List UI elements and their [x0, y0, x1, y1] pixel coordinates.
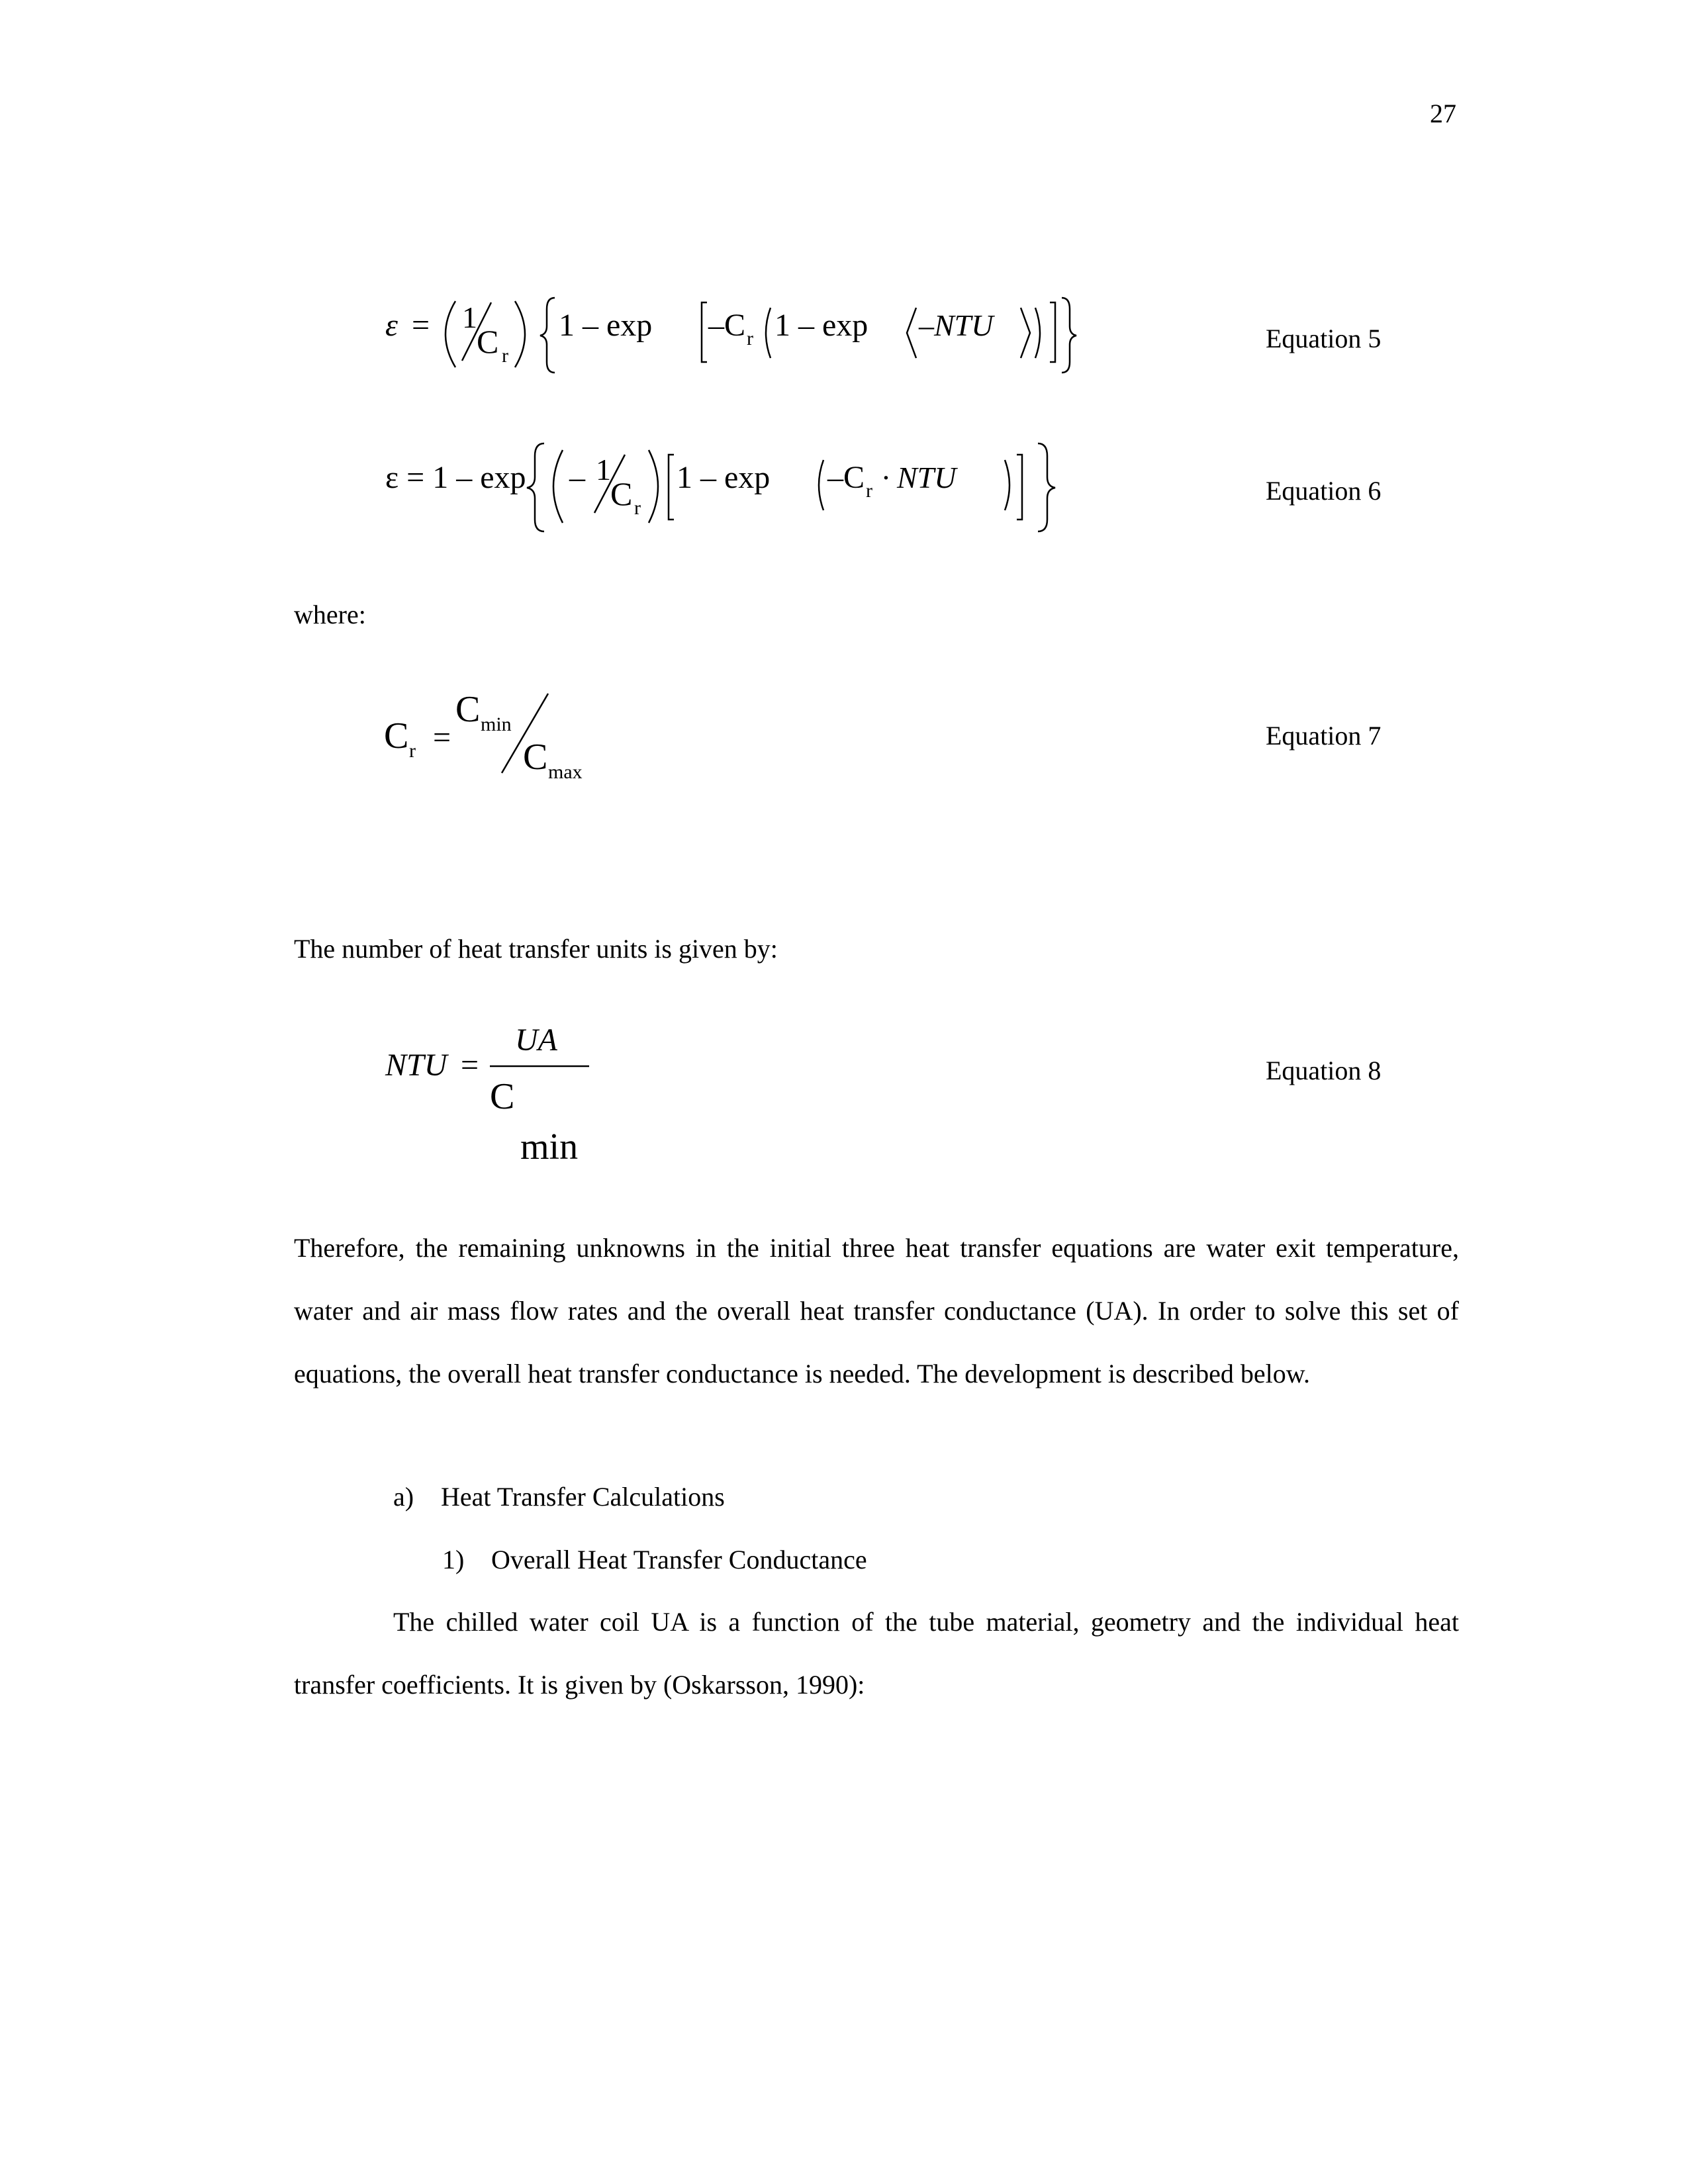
eq6-bracket-close [1017, 455, 1022, 520]
eq6-paren-close [649, 450, 658, 523]
eq8-equals: = [461, 1048, 479, 1083]
eq6-inner-paren-close [1005, 460, 1009, 510]
eq8-denominator-c: C [490, 1076, 515, 1117]
paragraph-2 [294, 1590, 1459, 1716]
eq5-brace-open [540, 298, 555, 373]
equation-6 [371, 414, 1033, 539]
eq6-one-minus-exp: 1 – exp [677, 460, 771, 495]
equation-8 [371, 1016, 622, 1175]
paragraph-2-text: The chilled water coil UA is a function of the tube material, geometry and the individual heat transfer coefficients. It is given by (Oskarsson, 1990): [294, 1607, 1459, 1700]
eq6-numerator-one: 1 [596, 453, 611, 486]
eq5-angle-close [1021, 308, 1030, 358]
eq5-numerator-one: 1 [462, 300, 477, 334]
eq5-bracket-close [1050, 302, 1055, 362]
eq5-bracket-open [702, 302, 707, 362]
eq6-denominator-r: r [634, 497, 641, 519]
eq6-subscript-r: r [866, 480, 872, 502]
equation-7 [371, 682, 675, 794]
eq5-paren-close [1035, 308, 1040, 358]
eq6-bracket-open [669, 455, 674, 520]
eq6-lhs: ε = 1 – exp [385, 460, 526, 495]
eq7-denominator-max: max [548, 761, 583, 783]
eq5-one-minus-exp: 1 – exp [559, 308, 653, 343]
heading-a: Heat Transfer Calculations [441, 1482, 725, 1512]
eq7-numerator-c: C [455, 689, 481, 730]
eq5-subscript-r: r [747, 328, 753, 349]
equation-5 [371, 261, 1033, 387]
eq5-angle-open [907, 308, 916, 358]
eq7-c: C [384, 715, 409, 756]
heading-1-marker: 1) [442, 1545, 465, 1574]
equation-5-closing [1033, 261, 1086, 387]
eq6-dot-ntu: · NTU [882, 461, 957, 494]
eq5-left-paren-open [445, 301, 455, 367]
eq6-minus: – [569, 460, 585, 495]
eq5-denominator-c: C [477, 323, 499, 360]
paragraph-1-text: Therefore, the remaining unknowns in the initial three heat transfer equations are water exit temperature, water and air mass flow rates and the overall heat transfer conductance (UA). In order to solve this set of equations, the overall heat transfer conductance is needed. The development is described below. [294, 1233, 1459, 1388]
eq6-brace-open [527, 443, 544, 531]
eq7-equals: = [433, 720, 451, 755]
page-number: 27 [1430, 99, 1456, 128]
heading-a-marker: a) [393, 1482, 414, 1512]
paragraph-1 [294, 1216, 1459, 1405]
eq6-brace-close [1038, 443, 1055, 531]
heading-1: Overall Heat Transfer Conductance [491, 1545, 867, 1574]
eq5-paren-open [766, 308, 771, 358]
eq6-minus-c: –C [827, 460, 865, 495]
eq5-inner-one-minus-exp: 1 – exp [774, 308, 868, 343]
equation-6-label: Equation 6 [1266, 476, 1382, 506]
eq6-paren-open [553, 450, 563, 523]
eq8-denominator-min: min [520, 1126, 579, 1167]
ntu-intro: The number of heat transfer units is given by: [294, 934, 778, 964]
eq5-denominator-r: r [502, 345, 508, 367]
eq5-equals: = [412, 308, 430, 343]
where-label: where: [294, 600, 366, 629]
eq5-brace-close [1062, 298, 1076, 373]
eq7-numerator-min: min [481, 713, 512, 735]
eq8-ntu: NTU [385, 1048, 447, 1083]
eq5-minus-c: –C [708, 308, 746, 343]
eq5-ntu: –NTU [919, 308, 994, 342]
eq5-left-paren-close [515, 301, 525, 367]
eq6-inner-paren-open [819, 460, 823, 510]
eq6-denominator-c: C [610, 475, 633, 512]
equation-5-label: Equation 5 [1266, 324, 1382, 353]
eq5-epsilon: ε [385, 308, 398, 343]
eq7-denominator-c: C [523, 737, 548, 778]
equation-8-label: Equation 8 [1266, 1056, 1382, 1085]
eq8-numerator-ua: UA [515, 1023, 557, 1058]
equation-7-label: Equation 7 [1266, 721, 1382, 751]
eq7-subscript-r: r [409, 740, 416, 762]
equation-6-closing [1033, 414, 1066, 539]
